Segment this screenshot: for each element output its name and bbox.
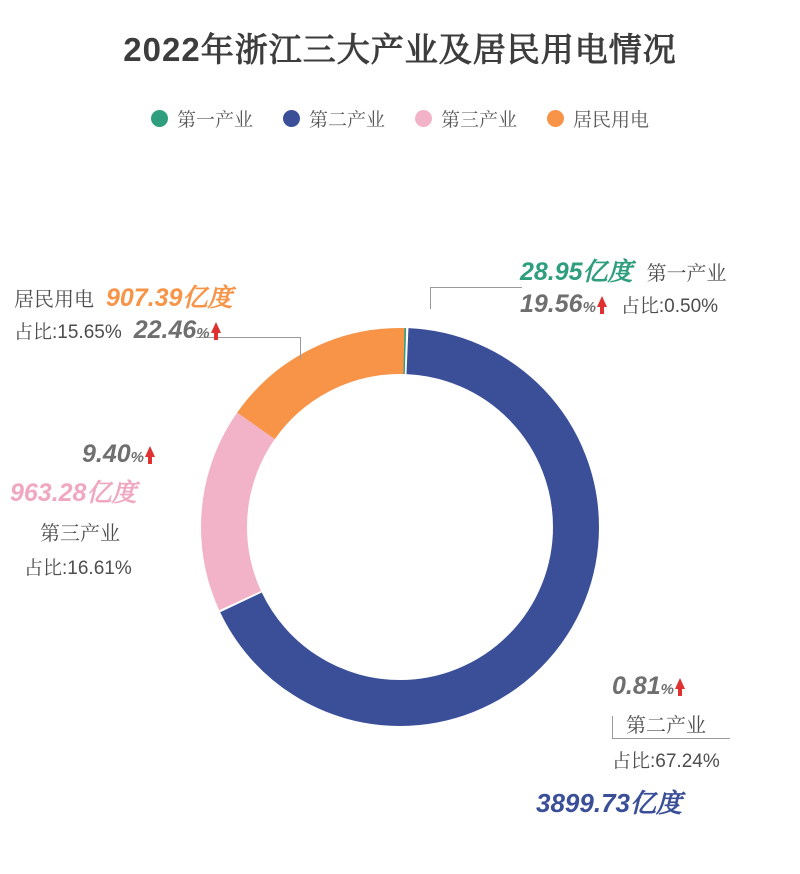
legend-label-resident: 居民用电 (573, 110, 650, 131)
legend-label-primary: 第一产业 (176, 110, 253, 131)
annotation-secondary-industry (536, 672, 720, 820)
legend-label-secondary: 第二产业 (308, 110, 385, 131)
annotation-tertiary-value: 963.28亿度 (10, 479, 137, 507)
annotation-resident-share: 占比:15.65% (14, 322, 122, 343)
page-title: 2022年浙江三大产业及居民用电情况 (123, 31, 677, 68)
leader-line-resident-vertical (300, 337, 301, 359)
annotation-tertiary-growth: 9.40% (82, 440, 200, 469)
annotation-resident-growth: 22.46% (134, 316, 221, 345)
legend-item-resident[interactable] (547, 105, 649, 132)
annotation-resident-name: 居民用电 (14, 289, 94, 311)
legend-item-primary[interactable] (151, 105, 253, 132)
annotation-secondary-share: 占比:67.24% (612, 751, 720, 772)
annotation-primary-name: 第一产业 (646, 263, 727, 285)
arrow-up-icon (145, 446, 155, 457)
annotation-primary-share: 占比:0.50% (620, 296, 719, 317)
arrow-up-icon (211, 322, 221, 333)
legend-item-secondary[interactable] (283, 105, 385, 132)
legend-label-tertiary: 第三产业 (441, 110, 518, 131)
legend-color-swatch-tertiary (415, 110, 432, 127)
annotation-resident-value: 907.39亿度 (106, 284, 233, 312)
legend-color-swatch-resident (547, 110, 564, 127)
donut-chart-svg (179, 306, 621, 748)
annotation-tertiary-share: 占比:16.61% (24, 558, 132, 579)
annotation-tertiary-name: 第三产业 (40, 523, 120, 545)
annotation-secondary-name: 第二产业 (626, 715, 706, 737)
arrow-up-icon (675, 678, 685, 689)
arrow-up-icon (597, 296, 607, 307)
leader-line-primary-vertical (430, 287, 431, 309)
donut-chart (179, 306, 621, 748)
legend-color-swatch-secondary (283, 110, 300, 127)
annotation-resident-power (14, 278, 232, 345)
annotation-primary-growth: 19.56% (520, 290, 607, 319)
chart-legend (0, 105, 800, 132)
annotation-primary-industry (520, 252, 727, 319)
annotation-tertiary-industry (10, 440, 200, 580)
annotation-primary-value: 28.95亿度 (520, 258, 633, 286)
annotation-secondary-growth: 0.81% (612, 672, 720, 701)
legend-item-tertiary[interactable] (415, 105, 517, 132)
legend-color-swatch-primary (151, 110, 168, 127)
leader-line-primary-horizontal (430, 287, 522, 288)
annotation-secondary-value: 3899.73亿度 (536, 788, 682, 818)
